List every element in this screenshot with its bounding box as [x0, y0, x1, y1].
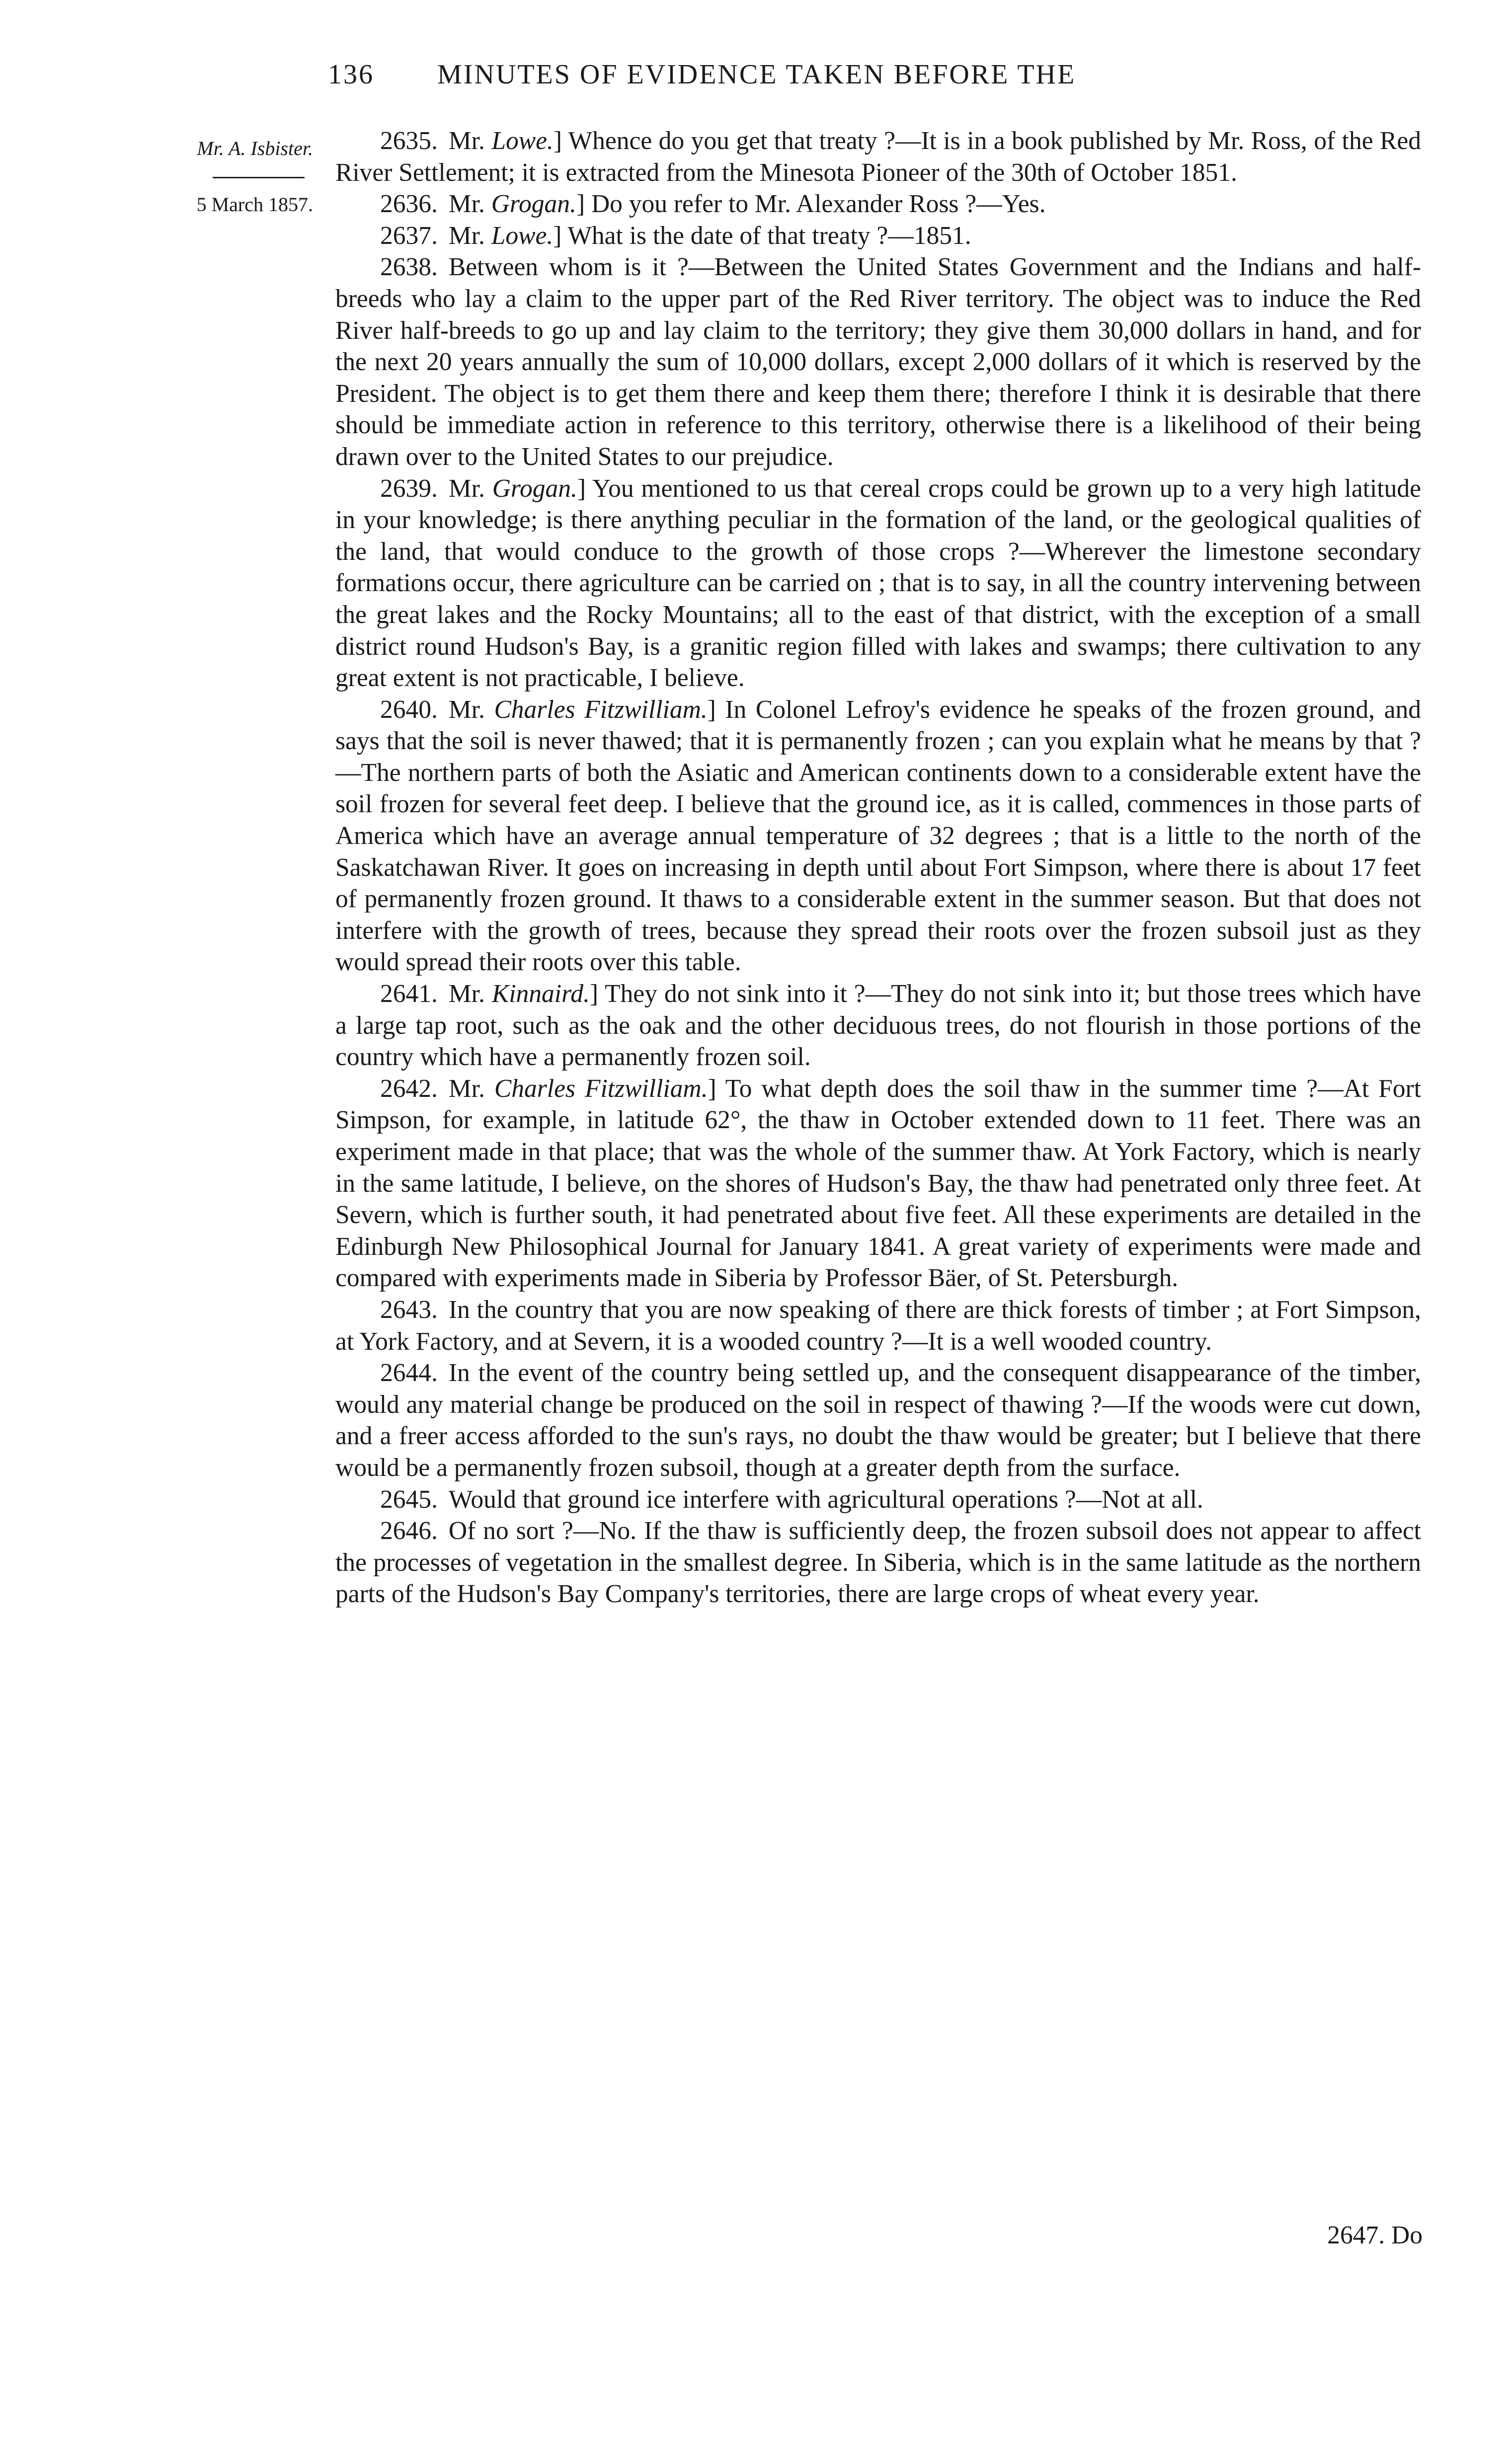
question-number: 2639.	[380, 474, 438, 503]
speaker-name	[449, 695, 716, 724]
margin-witness-name: Mr. A. Isbister.	[197, 137, 313, 159]
speaker-name	[449, 1075, 716, 1103]
page-number: 136	[328, 59, 374, 90]
speaker-bracket: ]	[576, 190, 585, 219]
question-number: 2641.	[380, 980, 438, 1008]
paragraph-text: They do not sink into it ?—They do not sink into it; but those trees which have a large tap root, such as the oak and the other deciduous trees, do not flourish in those portions of the country which have a permanently frozen soil.	[335, 980, 1421, 1072]
speaker-prefix: Mr.	[448, 221, 491, 250]
speaker-bracket: ]	[707, 695, 716, 724]
evidence-paragraph	[335, 473, 1421, 694]
speaker-surname: Charles Fitzwilliam.	[494, 1074, 708, 1103]
question-number: 2646.	[380, 1517, 438, 1545]
speaker-bracket: ]	[589, 980, 598, 1008]
question-number: 2643.	[380, 1295, 438, 1324]
speaker-name	[449, 474, 586, 503]
paragraph-text: Do you refer to Mr. Alexander Ross ?—Yes.	[591, 190, 1046, 219]
page-title: MINUTES OF EVIDENCE TAKEN BEFORE THE	[437, 59, 1076, 90]
question-number: 2636.	[380, 190, 438, 219]
evidence-paragraph	[335, 188, 1421, 220]
question-number: 2635.	[380, 127, 438, 155]
question-number: 2642.	[380, 1074, 438, 1103]
paragraph-text: Between whom is it ?—Between the United States Government and the Indians and half-breeds who lay a claim to the upper part of the Red River territory. The object was to induce the Red River half-breeds to go up and lay claim to the territory; they give them 30,000 dollars in hand, and for the next 20 years annually the sum of 10,000 dollars, except 2,000 dollars of it which is reserved by the President. The object is to get them there and keep them there; therefore I think it is desirable that there should be immediate action in reference to this territory, otherwise there is a likelihood of their being drawn over to the United States to our prejudice.	[335, 253, 1421, 471]
speaker-bracket: ]	[553, 221, 562, 250]
question-number: 2644.	[380, 1359, 438, 1387]
speaker-name	[449, 980, 598, 1008]
speaker-surname: Charles Fitzwilliam.	[494, 695, 708, 724]
paragraph-text: In Colonel Lefroy's evidence he speaks of the frozen ground, and says that the soil is never thawed; that it is permanently frozen ; can you explain what he means by that ?—The northern parts of both the Asiatic and American continents down to a considerable extent have the soil frozen for several feet deep. I believe that the ground ice, as it is called, commences in those parts of America which have an average annual temperature of 32 degrees ; that is a little to the north of the Saskatchawan River. It goes on increasing in depth until about Fort Simpson, where there is about 17 feet of permanently frozen ground. It thaws to a considerable extent in the summer season. But that does not interfere with the growth of trees, because they spread their roots over the frozen subsoil just as they would spread their roots over this table.	[335, 695, 1421, 977]
speaker-name	[449, 127, 562, 155]
speaker-surname: Grogan.	[492, 474, 577, 503]
speaker-prefix: Mr.	[448, 474, 492, 503]
evidence-paragraph	[335, 125, 1421, 188]
speaker-surname: Grogan.	[491, 190, 576, 219]
running-header	[328, 59, 1272, 90]
speaker-bracket: ]	[708, 1074, 716, 1103]
margin-date: 5 March 1857.	[196, 193, 313, 216]
paragraph-text: In the country that you are now speaking of there are thick forests of timber ; at Fort Simpson, at York Factory, and at Severn, it is a wooded country ?—It is a well wooded country.	[335, 1295, 1421, 1356]
evidence-paragraph	[335, 1073, 1421, 1294]
paragraph-text: Of no sort ?—No. If the thaw is sufficiently deep, the frozen subsoil does not appear to affect the processes of vegetation in the smallest degree. In Siberia, which is in the same latitude as the northern parts of the Hudson's Bay Company's territories, there are large crops of wheat every year.	[335, 1517, 1421, 1609]
evidence-paragraph	[335, 978, 1421, 1073]
speaker-surname: Lowe.	[491, 127, 554, 155]
paragraph-text: To what depth does the soil thaw in the summer time ?—At Fort Simpson, for example, in latitude 62°, the thaw in October extended down to 11 feet. There was an experiment made in that place; that was the whole of the summer thaw. At York Factory, which is nearly in the same latitude, I believe, on the shores of Hudson's Bay, the thaw had penetrated only three feet. At Severn, which is further south, it had penetrated about five feet. All these experiments are detailed in the Edinburgh New Philosophical Journal for January 1841. A great variety of experiments were made and compared with experiments made in Siberia by Professor Bäer, of St. Petersburgh.	[335, 1074, 1422, 1293]
speaker-prefix: Mr.	[448, 190, 491, 219]
paragraph-text: Whence do you get that treaty ?—It is in a book published by Mr. Ross, of the Red River Settlement; it is extracted from the Minesota Pioneer of the 30th of October 1851.	[335, 127, 1421, 187]
catchword: 2647. Do	[1327, 2221, 1423, 2249]
speaker-bracket: ]	[553, 127, 562, 155]
evidence-paragraph	[335, 1357, 1421, 1483]
speaker-prefix: Mr.	[448, 695, 494, 724]
evidence-paragraph	[335, 1294, 1421, 1357]
speaker-name	[449, 222, 562, 250]
evidence-paragraph	[335, 1484, 1421, 1516]
speaker-surname: Lowe.	[491, 221, 554, 250]
speaker-bracket: ]	[577, 474, 586, 503]
question-number: 2638.	[380, 253, 438, 282]
speaker-prefix: Mr.	[448, 980, 492, 1008]
question-number: 2637.	[380, 221, 438, 250]
paragraph-text: You mentioned to us that cereal crops could be grown up to a very high latitude in your knowledge; is there anything peculiar in the formation of the land, or the geological qualities of the land, that would conduce to the growth of those crops ?—Wherever the limestone secondary formations occur, there agriculture can be carried on ; that is to say, in all the country intervening between the great lakes and the Rocky Mountains; all to the east of that district, with the exception of a small district round Hudson's Bay, is a granitic region filled with lakes and swamps; there cultivation to any great extent is not practicable, I believe.	[335, 474, 1421, 693]
evidence-body	[335, 125, 1421, 1610]
evidence-paragraph	[335, 251, 1421, 472]
speaker-prefix: Mr.	[448, 1074, 494, 1103]
evidence-paragraph	[335, 694, 1421, 978]
evidence-paragraph	[335, 1515, 1421, 1610]
speaker-surname: Kinnaird.	[491, 980, 590, 1008]
paragraph-text: What is the date of that treaty ?—1851.	[567, 221, 971, 250]
speaker-name	[449, 190, 585, 218]
speaker-prefix: Mr.	[448, 127, 492, 155]
question-number: 2640.	[380, 695, 438, 724]
evidence-paragraph	[335, 220, 1421, 252]
margin-divider	[213, 177, 305, 178]
question-number: 2645.	[380, 1485, 438, 1514]
paragraph-text: Would that ground ice interfere with agricultural operations ?—Not at all.	[448, 1485, 1203, 1514]
paragraph-text: In the event of the country being settled up, and the consequent disappearance of the timber, would any material change be produced on the soil in respect of thawing ?—If the woods were cut down, and a freer access afforded to the sun's rays, no doubt the thaw would be greater; but I believe that there would be a permanently frozen subsoil, though at a greater depth from the surface.	[335, 1359, 1421, 1482]
